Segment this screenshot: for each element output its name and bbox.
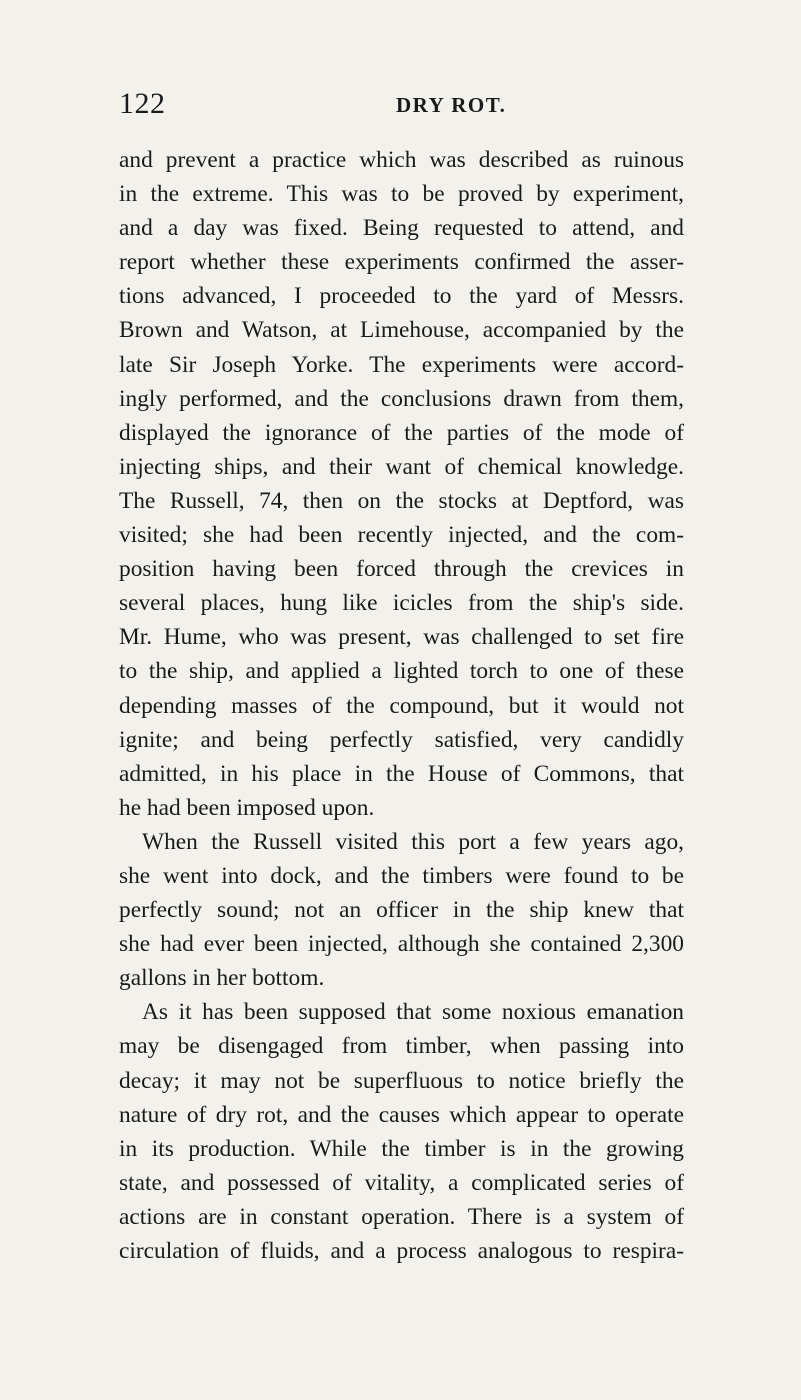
- paragraph-start-line: As it has been supposed that some noxious emanation: [142, 999, 684, 1026]
- text-line: report whether these experiments confirmed the asser-: [119, 249, 684, 276]
- body-text: [119, 143, 684, 1268]
- text-line: she had ever been injected, although she contained 2,300: [119, 931, 684, 958]
- text-line: Brown and Watson, at Limehouse, accompanied by the: [119, 317, 684, 344]
- text-line: decay; it may not be superfluous to notice briefly the: [119, 1067, 684, 1094]
- paragraph-start-line: When the Russell visited this port a few years ago,: [142, 828, 684, 855]
- text-line: and prevent a practice which was described as ruinous: [119, 147, 684, 173]
- text-line: visited; she had been recently injected, and the com-: [119, 522, 684, 549]
- text-line: depending masses of the compound, but it would not: [119, 692, 684, 719]
- text-line: may be disengaged from timber, when passing into: [119, 1033, 684, 1060]
- text-line: state, and possessed of vitality, a complicated series of: [119, 1169, 684, 1196]
- running-title: DRY ROT.: [396, 93, 507, 117]
- text-line: admitted, in his place in the House of Commons, that: [119, 760, 684, 787]
- text-line: The Russell, 74, then on the stocks at Deptford, was: [119, 487, 684, 514]
- text-line: circulation of fluids, and a process analogous to respira-: [119, 1238, 684, 1264]
- text-line: she went into dock, and the timbers were found to be: [119, 862, 684, 889]
- text-line: Mr. Hume, who was present, was challenged to set fire: [119, 624, 684, 651]
- text-line: displayed the ignorance of the parties of the mode of: [119, 419, 684, 446]
- paragraph-end-line: he had been imposed upon.: [119, 794, 375, 821]
- text-line: and a day was fixed. Being requested to attend, and: [119, 215, 684, 242]
- text-line: late Sir Joseph Yorke. The experiments were accord-: [119, 351, 684, 378]
- text-line: ingly performed, and the conclusions drawn from them,: [119, 385, 684, 412]
- paragraph-end-line: gallons in her bottom.: [119, 965, 325, 992]
- text-line: position having been forced through the crevices in: [119, 556, 684, 583]
- text-line: injecting ships, and their want of chemical knowledge.: [119, 453, 684, 480]
- text-line: tions advanced, I proceeded to the yard of Messrs.: [119, 283, 684, 310]
- text-line: in its production. While the timber is in the growing: [119, 1135, 684, 1162]
- text-line: several places, hung like icicles from the ship's side.: [119, 590, 684, 617]
- text-line: perfectly sound; not an officer in the ship knew that: [119, 897, 684, 924]
- page-number: 122: [119, 87, 166, 120]
- text-line: ignite; and being perfectly satisfied, very candidly: [119, 726, 684, 753]
- text-line: in the extreme. This was to be proved by experiment,: [119, 181, 684, 208]
- text-line: to the ship, and applied a lighted torch to one of these: [119, 658, 684, 685]
- text-line: nature of dry rot, and the causes which appear to operate: [119, 1101, 684, 1128]
- text-line: actions are in constant operation. There is a system of: [119, 1203, 684, 1230]
